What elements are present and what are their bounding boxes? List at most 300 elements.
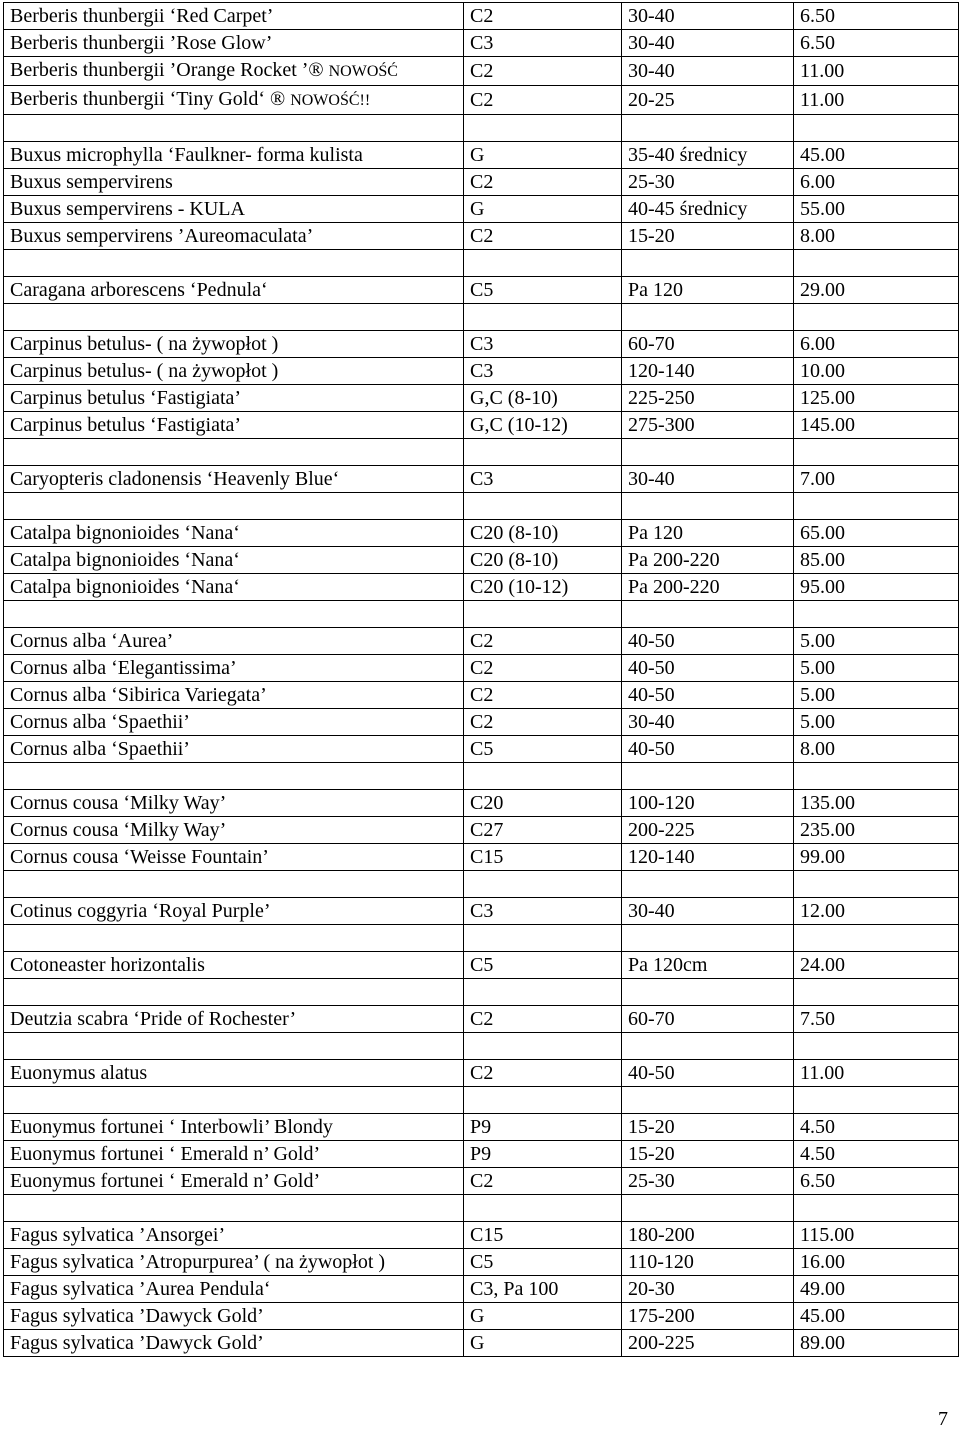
name-text: Catalpa bignonioides ‘Nana‘ [10, 522, 240, 544]
spacer-row [4, 871, 959, 898]
container-text: C5 [470, 1251, 494, 1273]
container-text: C20 [470, 792, 504, 814]
cell-container [464, 3, 622, 30]
name-text: Carpinus betulus- ( na żywopłot ) [10, 360, 279, 382]
container-text: C3 [470, 360, 494, 382]
cell-container [464, 30, 622, 57]
container-text: C3 [470, 900, 494, 922]
name-text: Berberis thunbergii ‘Red Carpet’ [10, 5, 274, 27]
cell-name [4, 331, 464, 358]
table-row [4, 142, 959, 169]
cell-price [794, 952, 959, 979]
size-text: 35-40 średnicy [628, 144, 748, 166]
spacer-row [4, 304, 959, 331]
cell-name [4, 57, 464, 86]
cell-container [464, 142, 622, 169]
container-text: C2 [470, 89, 494, 111]
size-text: Pa 200-220 [628, 576, 720, 598]
spacer-row [4, 601, 959, 628]
cell-container [464, 1303, 622, 1330]
name-text: Cornus cousa ‘Milky Way’ [10, 819, 227, 841]
cell-size [622, 1087, 794, 1114]
spacer-row [4, 439, 959, 466]
size-text: 200-225 [628, 1332, 695, 1354]
size-text: Pa 120 [628, 279, 683, 301]
size-text: 60-70 [628, 333, 675, 355]
cell-container [464, 574, 622, 601]
size-text: 120-140 [628, 360, 695, 382]
container-text: C3, Pa 100 [470, 1278, 559, 1300]
cell-container [464, 86, 622, 115]
price-text: 5.00 [800, 711, 835, 733]
cell-size [622, 709, 794, 736]
cell-size [622, 871, 794, 898]
spacer-row [4, 115, 959, 142]
cell-price [794, 1330, 959, 1357]
cell-price [794, 142, 959, 169]
size-text: 15-20 [628, 1116, 675, 1138]
cell-size [622, 57, 794, 86]
name-text: Carpinus betulus ‘Fastigiata’ [10, 414, 242, 436]
table-row [4, 952, 959, 979]
cell-name [4, 520, 464, 547]
name-text: Euonymus fortunei ‘ Emerald n’ Gold’ [10, 1170, 321, 1192]
cell-size [622, 817, 794, 844]
table-row [4, 655, 959, 682]
cell-price [794, 1087, 959, 1114]
table-row [4, 1141, 959, 1168]
cell-name [4, 1087, 464, 1114]
cell-size [622, 466, 794, 493]
cell-name [4, 1033, 464, 1060]
price-list-body [4, 3, 959, 1357]
cell-size [622, 1033, 794, 1060]
table-row [4, 1114, 959, 1141]
cell-price [794, 1168, 959, 1195]
cell-price [794, 304, 959, 331]
cell-name [4, 628, 464, 655]
cell-name [4, 871, 464, 898]
cell-container [464, 115, 622, 142]
table-row [4, 57, 959, 86]
size-text: 200-225 [628, 819, 695, 841]
table-row [4, 412, 959, 439]
name-text: Catalpa bignonioides ‘Nana‘ [10, 549, 240, 571]
table-row [4, 574, 959, 601]
cell-price [794, 628, 959, 655]
cell-size [622, 952, 794, 979]
cell-price [794, 898, 959, 925]
container-text: C2 [470, 684, 494, 706]
cell-container [464, 1222, 622, 1249]
container-text: P9 [470, 1116, 492, 1138]
size-text: 30-40 [628, 468, 675, 490]
cell-name [4, 412, 464, 439]
table-row [4, 1006, 959, 1033]
cell-name [4, 682, 464, 709]
price-text: 145.00 [800, 414, 855, 436]
container-text: C3 [470, 468, 494, 490]
size-text: 30-40 [628, 60, 675, 82]
table-row [4, 520, 959, 547]
container-text: G [470, 1332, 485, 1354]
cell-size [622, 277, 794, 304]
name-text: Cornus alba ‘Aurea’ [10, 630, 174, 652]
container-text: P9 [470, 1143, 492, 1165]
price-text: 11.00 [800, 1062, 845, 1084]
price-text: 89.00 [800, 1332, 845, 1354]
cell-size [622, 1330, 794, 1357]
name-text: Fagus sylvatica ’Aurea Pendula‘ [10, 1278, 271, 1300]
name-text: Euonymus fortunei ‘ Emerald n’ Gold’ [10, 1143, 321, 1165]
cell-size [622, 547, 794, 574]
cell-container [464, 547, 622, 574]
cell-container [464, 979, 622, 1006]
price-text: 8.00 [800, 225, 835, 247]
name-text: Buxus sempervirens - KULA [10, 198, 245, 220]
cell-container [464, 952, 622, 979]
cell-size [622, 763, 794, 790]
cell-name [4, 1006, 464, 1033]
cell-container [464, 520, 622, 547]
cell-name [4, 709, 464, 736]
price-text: 99.00 [800, 846, 845, 868]
size-text: 180-200 [628, 1224, 695, 1246]
cell-container [464, 493, 622, 520]
size-text: 40-50 [628, 657, 675, 679]
container-text: G,C (8-10) [470, 387, 558, 409]
size-text: 225-250 [628, 387, 695, 409]
container-text: C5 [470, 279, 494, 301]
table-row [4, 628, 959, 655]
spacer-row [4, 1033, 959, 1060]
price-text: 7.00 [800, 468, 835, 490]
cell-price [794, 439, 959, 466]
cell-price [794, 790, 959, 817]
cell-size [622, 844, 794, 871]
cell-price [794, 709, 959, 736]
cell-container [464, 57, 622, 86]
name-text: Buxus microphylla ‘Faulkner- forma kulista [10, 144, 363, 166]
cell-price [794, 30, 959, 57]
cell-size [622, 30, 794, 57]
cell-container [464, 385, 622, 412]
size-text: 40-50 [628, 630, 675, 652]
cell-name [4, 3, 464, 30]
cell-size [622, 898, 794, 925]
cell-container [464, 1168, 622, 1195]
name-text: Fagus sylvatica ’Ansorgei’ [10, 1224, 226, 1246]
cell-price [794, 1249, 959, 1276]
cell-name [4, 1276, 464, 1303]
cell-size [622, 331, 794, 358]
price-text: 49.00 [800, 1278, 845, 1300]
name-text: Deutzia scabra ‘Pride of Rochester’ [10, 1008, 297, 1030]
cell-name [4, 493, 464, 520]
cell-price [794, 817, 959, 844]
cell-name [4, 979, 464, 1006]
table-row [4, 358, 959, 385]
name-text: Cotoneaster horizontalis [10, 954, 205, 976]
name-text: Buxus sempervirens ’Aureomaculata’ [10, 225, 314, 247]
container-text: C2 [470, 1062, 494, 1084]
cell-price [794, 331, 959, 358]
name-text: Cornus cousa ‘Weisse Fountain’ [10, 846, 269, 868]
cell-price [794, 1114, 959, 1141]
cell-price [794, 115, 959, 142]
size-text: 30-40 [628, 32, 675, 54]
size-text: Pa 200-220 [628, 549, 720, 571]
new-badge: NOWOŚĆ [328, 63, 398, 80]
cell-price [794, 1060, 959, 1087]
cell-size [622, 979, 794, 1006]
spacer-row [4, 250, 959, 277]
table-row [4, 169, 959, 196]
cell-size [622, 223, 794, 250]
cell-name [4, 817, 464, 844]
table-row [4, 30, 959, 57]
cell-size [622, 736, 794, 763]
table-row [4, 331, 959, 358]
cell-size [622, 358, 794, 385]
cell-name [4, 277, 464, 304]
cell-name [4, 30, 464, 57]
cell-price [794, 871, 959, 898]
name-text: Fagus sylvatica ’Dawyck Gold’ [10, 1305, 264, 1327]
price-text: 95.00 [800, 576, 845, 598]
size-text: 15-20 [628, 1143, 675, 1165]
cell-size [622, 196, 794, 223]
table-row [4, 790, 959, 817]
spacer-row [4, 1195, 959, 1222]
cell-size [622, 1060, 794, 1087]
table-row [4, 844, 959, 871]
name-text: Caragana arborescens ‘Pednula‘ [10, 279, 268, 301]
cell-container [464, 223, 622, 250]
cell-name [4, 439, 464, 466]
table-row [4, 898, 959, 925]
table-row [4, 1168, 959, 1195]
cell-price [794, 979, 959, 1006]
price-text: 10.00 [800, 360, 845, 382]
cell-price [794, 250, 959, 277]
container-text: C20 (10-12) [470, 576, 569, 598]
name-text: Cornus alba ‘Sibirica Variegata’ [10, 684, 267, 706]
name-text: Cotinus coggyria ‘Royal Purple’ [10, 900, 271, 922]
spacer-row [4, 979, 959, 1006]
size-text: 30-40 [628, 900, 675, 922]
cell-size [622, 790, 794, 817]
cell-price [794, 601, 959, 628]
cell-name [4, 86, 464, 115]
cell-price [794, 1195, 959, 1222]
container-text: C5 [470, 954, 494, 976]
cell-container [464, 601, 622, 628]
cell-container [464, 1006, 622, 1033]
cell-name [4, 1249, 464, 1276]
container-text: C2 [470, 711, 494, 733]
cell-size [622, 3, 794, 30]
price-text: 24.00 [800, 954, 845, 976]
table-row [4, 1330, 959, 1357]
cell-container [464, 250, 622, 277]
container-text: G [470, 1305, 485, 1327]
cell-container [464, 1276, 622, 1303]
cell-name [4, 763, 464, 790]
cell-container [464, 1087, 622, 1114]
cell-price [794, 520, 959, 547]
cell-price [794, 925, 959, 952]
size-text: 30-40 [628, 711, 675, 733]
table-row [4, 466, 959, 493]
container-text: C3 [470, 333, 494, 355]
cell-container [464, 925, 622, 952]
container-text: C2 [470, 5, 494, 27]
cell-price [794, 493, 959, 520]
cell-name [4, 1195, 464, 1222]
cell-size [622, 1141, 794, 1168]
cell-name [4, 1330, 464, 1357]
cell-price [794, 574, 959, 601]
cell-price [794, 466, 959, 493]
cell-size [622, 601, 794, 628]
new-badge: NOWOŚĆ [290, 92, 360, 109]
cell-name [4, 1060, 464, 1087]
cell-size [622, 1168, 794, 1195]
price-text: 7.50 [800, 1008, 835, 1030]
cell-size [622, 574, 794, 601]
cell-size [622, 682, 794, 709]
cell-size [622, 86, 794, 115]
price-text: 235.00 [800, 819, 855, 841]
container-text: C2 [470, 225, 494, 247]
container-text: C20 (8-10) [470, 549, 559, 571]
name-text: Berberis thunbergii ’Orange Rocket ’® [10, 59, 324, 81]
cell-container [464, 466, 622, 493]
cell-size [622, 1222, 794, 1249]
cell-size [622, 493, 794, 520]
price-text: 5.00 [800, 630, 835, 652]
name-text: Carpinus betulus ‘Fastigiata’ [10, 387, 242, 409]
table-row [4, 1276, 959, 1303]
size-text: 20-25 [628, 89, 675, 111]
price-text: 5.00 [800, 684, 835, 706]
cell-name [4, 736, 464, 763]
cell-name [4, 169, 464, 196]
name-text: Cornus cousa ‘Milky Way’ [10, 792, 227, 814]
cell-size [622, 1006, 794, 1033]
size-text: Pa 120 [628, 522, 683, 544]
cell-name [4, 655, 464, 682]
cell-name [4, 925, 464, 952]
price-text: 5.00 [800, 657, 835, 679]
cell-size [622, 1276, 794, 1303]
container-text: G [470, 144, 485, 166]
cell-size [622, 655, 794, 682]
price-text: 12.00 [800, 900, 845, 922]
price-text: 6.00 [800, 333, 835, 355]
cell-container [464, 439, 622, 466]
cell-container [464, 898, 622, 925]
cell-container [464, 304, 622, 331]
cell-size [622, 628, 794, 655]
container-text: C2 [470, 630, 494, 652]
cell-price [794, 682, 959, 709]
cell-price [794, 412, 959, 439]
size-text: 100-120 [628, 792, 695, 814]
cell-price [794, 763, 959, 790]
cell-name [4, 304, 464, 331]
container-text: C5 [470, 738, 494, 760]
name-text: Buxus sempervirens [10, 171, 173, 193]
cell-price [794, 1033, 959, 1060]
cell-container [464, 736, 622, 763]
cell-size [622, 439, 794, 466]
table-row [4, 1060, 959, 1087]
size-text: 30-40 [628, 5, 675, 27]
cell-container [464, 682, 622, 709]
price-text: 125.00 [800, 387, 855, 409]
price-text: 45.00 [800, 144, 845, 166]
cell-size [622, 412, 794, 439]
table-row [4, 223, 959, 250]
spacer-row [4, 1087, 959, 1114]
name-text: Euonymus alatus [10, 1062, 148, 1084]
cell-container [464, 1330, 622, 1357]
name-text: Euonymus fortunei ‘ Interbowli’ Blondy [10, 1116, 333, 1138]
emphasis-mark: !! [359, 92, 371, 109]
cell-price [794, 169, 959, 196]
table-row [4, 1249, 959, 1276]
price-text: 11.00 [800, 89, 845, 111]
cell-name [4, 898, 464, 925]
cell-size [622, 142, 794, 169]
cell-price [794, 277, 959, 304]
cell-name [4, 223, 464, 250]
cell-price [794, 57, 959, 86]
price-text: 6.50 [800, 1170, 835, 1192]
cell-container [464, 763, 622, 790]
cell-container [464, 871, 622, 898]
name-text: Cornus alba ‘Elegantissima’ [10, 657, 237, 679]
container-text: C27 [470, 819, 504, 841]
size-text: 25-30 [628, 1170, 675, 1192]
size-text: 175-200 [628, 1305, 695, 1327]
cell-container [464, 1114, 622, 1141]
size-text: 15-20 [628, 225, 675, 247]
table-row [4, 682, 959, 709]
name-text: Fagus sylvatica ’Atropurpurea’ ( na żywopłot ) [10, 1251, 386, 1273]
container-text: G [470, 198, 485, 220]
container-text: C2 [470, 657, 494, 679]
price-text: 45.00 [800, 1305, 845, 1327]
cell-container [464, 331, 622, 358]
cell-price [794, 1276, 959, 1303]
cell-name [4, 1303, 464, 1330]
price-text: 4.50 [800, 1143, 835, 1165]
table-row [4, 86, 959, 115]
cell-size [622, 1195, 794, 1222]
cell-size [622, 304, 794, 331]
table-row [4, 547, 959, 574]
cell-name [4, 1141, 464, 1168]
price-text: 65.00 [800, 522, 845, 544]
cell-size [622, 1303, 794, 1330]
size-text: 110-120 [628, 1251, 694, 1273]
cell-name [4, 1114, 464, 1141]
cell-container [464, 1195, 622, 1222]
table-row [4, 277, 959, 304]
